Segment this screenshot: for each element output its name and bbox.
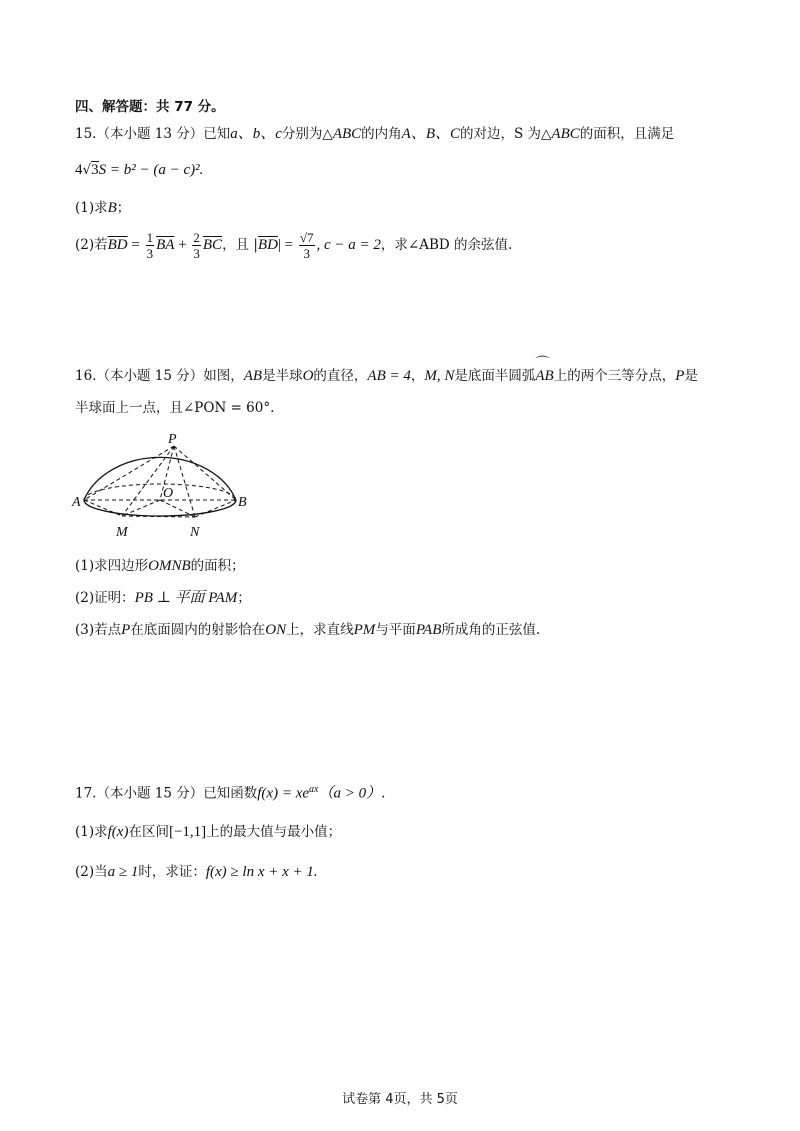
segment-mn xyxy=(122,516,195,517)
page-footer: 试卷第 4页，共 5页 xyxy=(342,1092,458,1107)
q15-text: 的内角 xyxy=(361,126,402,142)
q16-part2-text: (2)证明： xyxy=(75,590,135,606)
q16-part3-on: ON xyxy=(265,622,287,638)
q15-part1-var: B xyxy=(107,200,117,216)
q16-text: 的直径， xyxy=(313,368,368,384)
hemisphere-figure xyxy=(70,430,250,542)
q16-part2 xyxy=(75,588,251,608)
q17-part1 xyxy=(75,822,341,842)
vector-bd: $\overline{BD}$ xyxy=(257,237,278,253)
q16-text: 是半球 xyxy=(262,368,303,384)
q17-part1-text: 上的最大值与最小值； xyxy=(206,824,342,840)
base-front xyxy=(84,500,236,516)
q15-part1-end: ； xyxy=(116,200,131,216)
q16-text: 上的两个三等分点， xyxy=(553,368,676,384)
label-b: B xyxy=(238,495,247,510)
q16-mn: M, N xyxy=(424,368,455,384)
q15-text: 的对边，S 为△ xyxy=(460,126,552,142)
q15-triangle: ABC xyxy=(332,126,362,142)
fraction-sqrt7-3 xyxy=(299,230,315,261)
frac-den: 3 xyxy=(193,246,200,261)
q16-text: 是底面半圆弧 xyxy=(454,368,536,384)
q17-part2 xyxy=(75,862,318,882)
q15-part2 xyxy=(75,228,512,262)
q17-condition: （a > 0） xyxy=(318,785,382,802)
q15-score: （本小题 13 分） xyxy=(96,126,204,142)
q17-score: （本小题 15 分） xyxy=(96,785,204,802)
plus: + xyxy=(174,237,191,253)
q16-part1 xyxy=(75,556,245,576)
q15-stem xyxy=(75,124,674,144)
q15-part2-text: (2)若 xyxy=(75,237,108,253)
q17-text: 已知函数 xyxy=(203,785,258,802)
q15-eq-rest: S = b² − (a − c)². xyxy=(98,162,204,178)
q15-eq-coeff: 4 xyxy=(75,162,83,178)
q17-exponent: ax xyxy=(309,784,319,795)
vector-bd: $\overline{BD}$ xyxy=(107,237,128,253)
section-heading: 四、解答题：共 77 分。 xyxy=(75,99,225,115)
q16-part3-p: P xyxy=(121,622,131,638)
q16-part3-pm: PM xyxy=(353,622,376,638)
q15-text: 已知 xyxy=(203,126,231,142)
q15-angles: A、B、C xyxy=(401,126,460,142)
q16-stem-line2: 半球面上一点，且∠PON = 60°. xyxy=(75,400,275,416)
q15-equation xyxy=(75,160,203,180)
q16-ab-eq: AB = 4 xyxy=(367,368,411,384)
label-n: N xyxy=(190,525,200,540)
q16-o: O xyxy=(302,368,314,384)
q17-text: . xyxy=(381,785,386,802)
q15-number: 15. xyxy=(75,126,97,142)
segment-nb xyxy=(195,500,236,517)
abs-equals: | = xyxy=(277,237,297,253)
label-m: M xyxy=(116,525,128,540)
q16-ab: AB xyxy=(243,368,263,384)
segment-pm xyxy=(122,446,174,516)
q16-part1-text: (1)求四边形 xyxy=(75,558,149,574)
segment-am xyxy=(84,500,122,516)
q17-stem xyxy=(75,780,385,804)
q17-part2-text: (2)当 xyxy=(75,864,108,880)
q15-text: 分别为△ xyxy=(281,126,333,142)
equals: = xyxy=(127,237,144,253)
q16-part2-end: ； xyxy=(237,590,251,606)
q17-part2-cond: a ≥ 1 xyxy=(107,864,139,880)
frac-den: 3 xyxy=(146,246,154,261)
q16-omnb: OMNB xyxy=(148,558,191,574)
q17-part2-ineq: f(x) ≥ ln x + x + 1. xyxy=(205,864,318,880)
arc-ab: ⌒ AB xyxy=(535,366,553,386)
q15-part1-text: (1)求 xyxy=(75,200,108,216)
segment-pa xyxy=(84,446,174,500)
q17-number: 17. xyxy=(75,785,97,802)
sqrt-sign: √ xyxy=(82,162,92,178)
q16-text: 如图， xyxy=(203,368,244,384)
q16-stem-line1 xyxy=(75,366,698,386)
q15-triangle: ABC xyxy=(551,126,580,142)
q15-text: 的面积，且满足 xyxy=(579,126,675,142)
q15-part2-cond: , c − a = 2 xyxy=(316,237,381,253)
q17-function: f(x) = xe xyxy=(257,785,310,802)
q15-part2-end: ，求∠ABD 的余弦值. xyxy=(380,237,513,253)
q17-part2-text: 时，求证： xyxy=(138,864,206,880)
q16-text: 是 xyxy=(684,368,698,384)
frac-num: 2 xyxy=(193,230,200,245)
label-p: P xyxy=(168,432,177,447)
q16-part3-pab: PAB xyxy=(415,622,442,638)
q15-part1 xyxy=(75,198,130,218)
frac-den: 3 xyxy=(303,246,310,261)
q16-part2-statement: PB ⊥ 平面 PAM xyxy=(134,590,238,606)
fraction-2-3 xyxy=(192,230,201,261)
q16-part1-text: 的面积； xyxy=(190,558,245,574)
q17-interval: [−1,1] xyxy=(168,824,207,840)
frac-num: 1 xyxy=(146,230,154,245)
hemisphere-arc xyxy=(84,457,236,500)
q16-part3-text: (3)若点 xyxy=(75,622,122,638)
q16-part3-text: 所成角的正弦值. xyxy=(441,622,541,638)
frac-num: √7 xyxy=(299,230,314,245)
q16-part3-text: 上，求直线 xyxy=(286,622,354,638)
vector-ba: $\overline{BA}$ xyxy=(156,237,175,253)
q15-vars: a、b、c xyxy=(230,126,282,142)
fraction-1-3 xyxy=(146,230,155,261)
q17-part1-text: 在区间 xyxy=(128,824,169,840)
q16-p: P xyxy=(675,368,685,384)
q16-text: ， xyxy=(410,368,425,384)
q16-score: （本小题 15 分） xyxy=(96,368,204,384)
q16-number: 16. xyxy=(75,368,97,384)
q16-part3 xyxy=(75,620,540,640)
segment-pn xyxy=(174,446,195,517)
vector-bc: $\overline{BC}$ xyxy=(202,237,223,253)
q17-part1-f: f(x) xyxy=(107,824,129,840)
label-o: O xyxy=(163,486,174,501)
label-a: A xyxy=(72,495,81,510)
q15-part2-text: ，且 | xyxy=(222,237,258,253)
q17-part1-text: (1)求 xyxy=(75,824,108,840)
q16-part3-text: 与平面 xyxy=(375,622,416,638)
q16-part3-text: 在底面圆内的射影恰在 xyxy=(130,622,266,638)
q15-eq-sqrt: 3 xyxy=(91,162,99,178)
